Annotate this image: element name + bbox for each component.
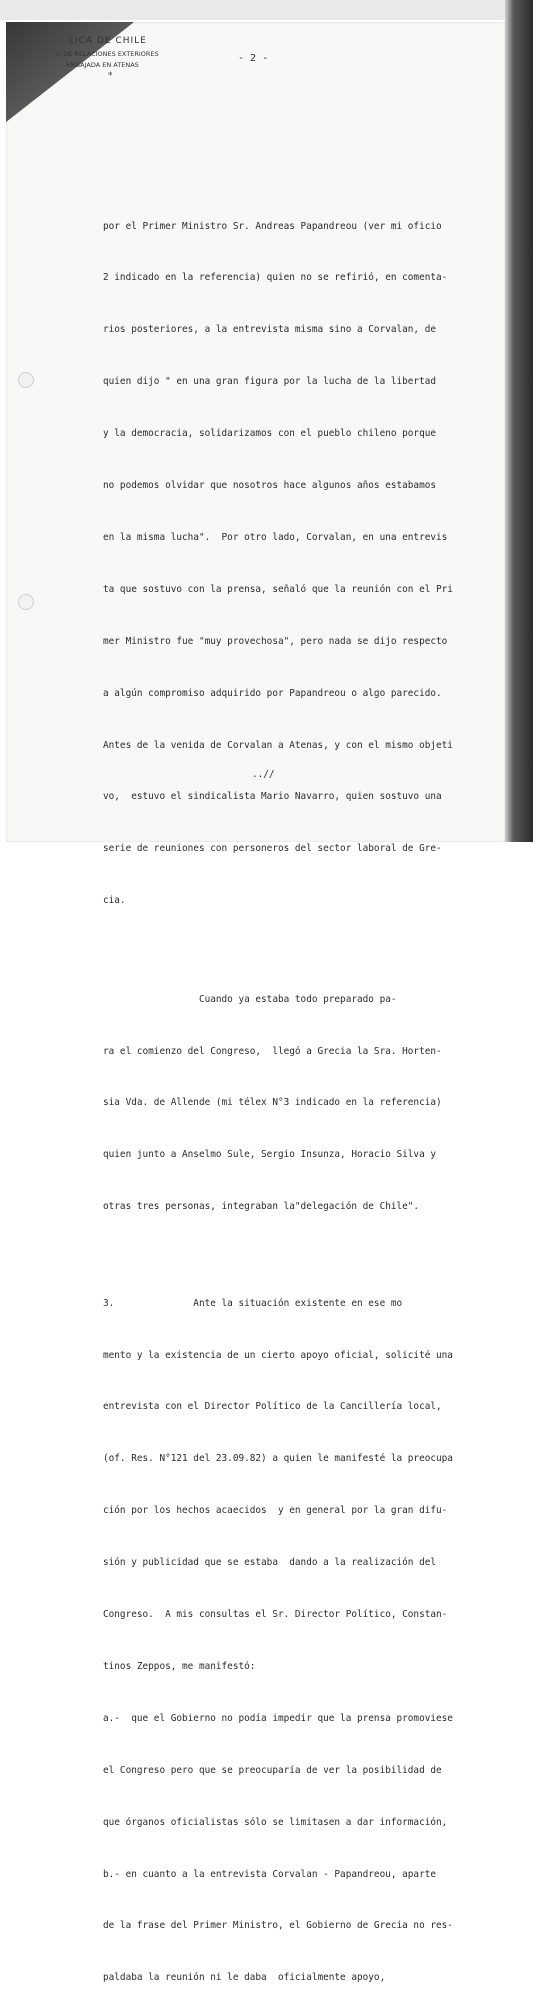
text-line: mento y la existencia de un cierto apoyo oficial, solicité una — [103, 1349, 453, 1361]
text-line: serie de reuniones con personeros del sector laboral de Gre- — [103, 843, 442, 855]
text-line: paldaba la reunión ni le daba oficialmente apoyo, — [103, 1972, 386, 1984]
paragraph-gap — [103, 944, 483, 956]
text-line: Cuando ya estaba todo preparado pa- — [103, 993, 397, 1005]
text-line: rios posteriores, a la entrevista misma sino a Corvalan, de — [103, 324, 437, 336]
punch-hole-bottom — [18, 594, 34, 610]
punch-hole-top — [18, 372, 34, 388]
text-line: a algún compromiso adquirido por Papandreou o algo parecido. — [103, 687, 442, 699]
text-line: entrevista con el Director Político de la Cancillería local, — [103, 1401, 442, 1413]
text-line: no podemos olvidar que nosotros hace algunos años estabamos — [103, 480, 437, 492]
text-line: por el Primer Ministro Sr. Andreas Papandreou (ver mi oficio — [103, 220, 442, 232]
text-line: quien junto a Anselmo Sule, Sergio Insunza, Horacio Silva y — [103, 1149, 437, 1161]
text-line: en la misma lucha". Por otro lado, Corvalan, en una entrevis — [103, 531, 448, 543]
continuation-mark: ..// — [252, 769, 275, 780]
text-line: tinos Zeppos, me manifestó: — [103, 1660, 256, 1672]
letterhead-ministry: O DE RELACIONES EXTERIORES — [56, 50, 159, 58]
scan-top-strip — [0, 0, 533, 20]
text-line: (of. Res. N°121 del 23.09.82) a quien le manifesté la preocupa — [103, 1453, 453, 1465]
letterhead-embassy: EMBAJADA EN ATENAS — [66, 61, 139, 69]
text-line: de la frase del Primer Ministro, el Gobierno de Grecia no res- — [103, 1920, 453, 1932]
text-line: 3. Ante la situación existente en ese mo — [103, 1297, 403, 1309]
letterhead — [42, 36, 242, 81]
paragraph-gap — [103, 1250, 483, 1260]
text-line: y la democracia, solidarizamos con el pueblo chileno porque — [103, 428, 437, 440]
text-line: sia Vda. de Allende (mi télex N°3 indicado en la referencia) — [103, 1097, 442, 1109]
text-line: mer Ministro fue "muy provechosa", pero nada se dijo respecto — [103, 635, 448, 647]
page-number: - 2 - — [238, 53, 269, 64]
text-line: sión y publicidad que se estaba dando a la realización del — [103, 1557, 437, 1569]
text-line: ción por los hechos acaecidos y en general por la gran difu- — [103, 1505, 448, 1517]
letterhead-country: LICA DE CHILE — [69, 36, 147, 46]
text-line: otras tres personas, integraban la"delegación de Chile". — [103, 1201, 420, 1213]
document-body — [103, 183, 483, 2004]
text-line: que órganos oficialistas sólo se limitasen a dar información, — [103, 1816, 448, 1828]
text-line: ta que sostuvo con la prensa, señaló que la reunión con el Pri — [103, 583, 453, 595]
text-line: a.- que el Gobierno no podía impedir que la prensa promoviese — [103, 1712, 453, 1724]
text-line: el Congreso pero que se preocuparía de ver la posibilidad de — [103, 1764, 442, 1776]
text-line: 2 indicado en la referencia) quien no se refirió, en comenta- — [103, 272, 448, 284]
text-line: Antes de la venida de Corvalan a Atenas, y con el mismo objeti — [103, 739, 453, 751]
text-line: vo, estuvo el sindicalista Mario Navarro, quien sostuvo una — [103, 791, 442, 803]
text-line: quien dijo " en una gran figura por la lucha de la libertad — [103, 376, 437, 388]
text-line: Congreso. A mis consultas el Sr. Director Político, Constan- — [103, 1609, 448, 1621]
letterhead-star: * — [108, 71, 113, 81]
scan-right-edge — [505, 0, 533, 842]
text-line: b.- en cuanto a la entrevista Corvalan - Papandreou, aparte — [103, 1868, 437, 1880]
text-line: ra el comienzo del Congreso, llegó a Grecia la Sra. Horten- — [103, 1045, 442, 1057]
text-line: cia. — [103, 895, 126, 907]
